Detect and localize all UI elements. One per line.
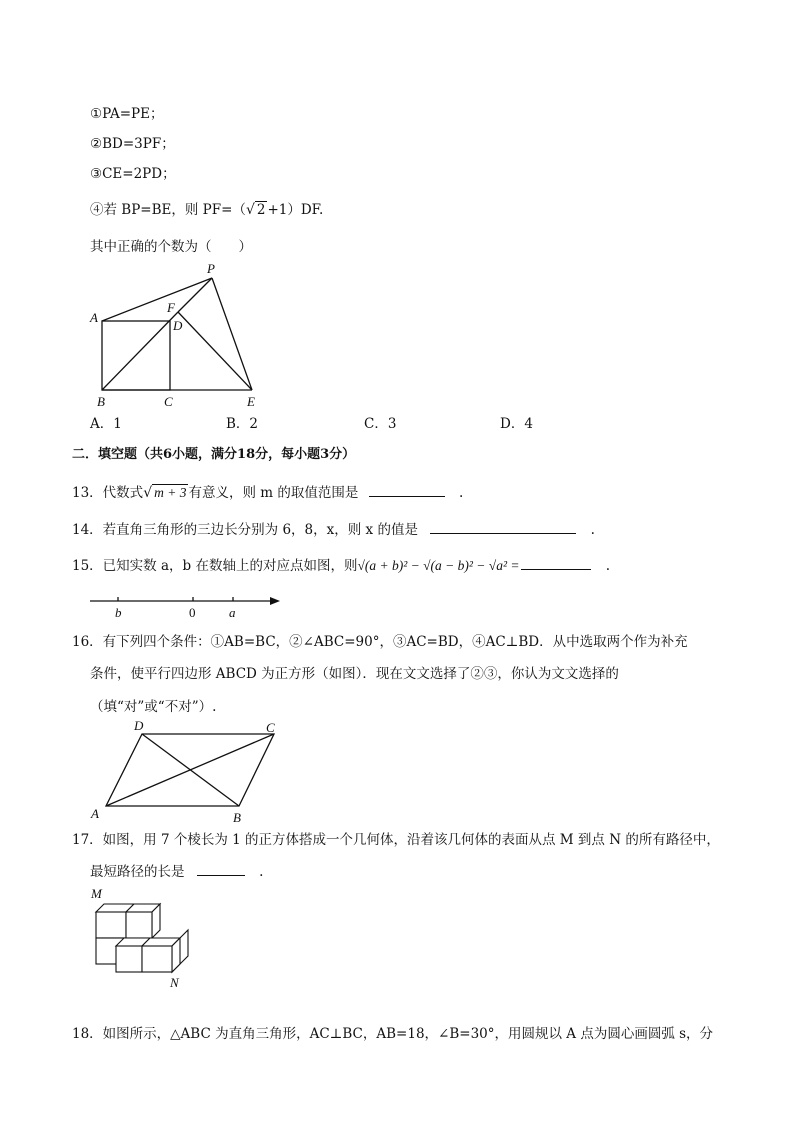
- q14-text: 14．若直角三角形的三边长分别为 6，8，x，则 x 的值是: [72, 522, 418, 538]
- q13: 13．代数式√ m + 3 有意义，则 m 的取值范围是 .: [72, 485, 464, 501]
- label-p: P: [207, 261, 215, 276]
- label-c: C: [266, 720, 275, 735]
- q14-answer-blank[interactable]: [430, 521, 576, 534]
- line-pe: [212, 278, 252, 390]
- line-ap: [102, 278, 212, 321]
- label-f: F: [167, 300, 175, 315]
- axis-label-zero: 0: [189, 605, 196, 620]
- q12-option-c: C．3: [364, 416, 397, 432]
- label-a: A: [91, 806, 99, 821]
- q12-statement-1: ①PA=PE；: [90, 106, 164, 122]
- q16-figure: [86, 718, 286, 826]
- q17-answer-blank[interactable]: [197, 863, 245, 876]
- q15-expression: √(a + b)² − √(a − b)² − √a² =: [357, 558, 520, 573]
- q13-prefix: 13．代数式: [72, 485, 144, 501]
- q17-line-2-text: 最短路径的长是: [90, 864, 185, 880]
- q15: [72, 556, 610, 576]
- q13-end: .: [458, 485, 464, 501]
- q12-statement-4-post: +1）DF.: [267, 202, 324, 218]
- q13-answer-blank[interactable]: [369, 484, 445, 497]
- diagonal-bd: [142, 734, 239, 806]
- label-m: M: [91, 886, 102, 901]
- q12-statement-4-radicand: 2: [256, 202, 266, 218]
- label-c: C: [164, 394, 173, 409]
- q17-cube-figure: [88, 884, 198, 992]
- q17-line-2: [90, 862, 263, 882]
- q12-figure: [85, 260, 270, 410]
- q14-end: .: [590, 522, 595, 538]
- q12-option-a: A．1: [90, 416, 122, 432]
- q14: [72, 520, 595, 540]
- q15-answer-blank[interactable]: [521, 557, 591, 570]
- q17-line-1: 17．如图，用 7 个棱长为 1 的正方体搭成一个几何体，沿着该几何体的表面从点 M 到点 N 的所有路径中，: [72, 832, 720, 848]
- q17-end: .: [259, 864, 264, 880]
- line-fe: [178, 312, 252, 390]
- label-b: B: [233, 810, 241, 825]
- axis-label-a: a: [229, 605, 236, 620]
- q15-number-line: [88, 592, 288, 622]
- q12-statement-4-pre: ④若 BP=BE，则 PF=（: [90, 202, 246, 218]
- label-d: D: [134, 718, 144, 733]
- line-pf: [178, 278, 212, 312]
- label-d: D: [173, 318, 183, 333]
- label-a: A: [90, 310, 98, 325]
- q12-ask: 其中正确的个数为（ ）: [90, 239, 252, 255]
- label-b: B: [97, 394, 105, 409]
- q12-statement-4: ④若 BP=BE，则 PF=（√ 2 +1）DF.: [90, 202, 324, 218]
- q16-line-1: 16．有下列四个条件：①AB=BC，②∠ABC=90°，③AC=BD，④AC⊥BD．从中选取两个作为补充: [72, 634, 688, 650]
- q15-prefix: 15．已知实数 a，b 在数轴上的对应点如图，则: [72, 558, 358, 574]
- q16-line-3: （填“对”或“不对”）.: [90, 699, 217, 715]
- q12-option-b: B．2: [226, 416, 259, 432]
- q12-option-d: D．4: [500, 416, 533, 432]
- q12-statement-3: ③CE=2PD；: [90, 166, 176, 182]
- q15-end: .: [605, 558, 611, 574]
- q18-line-1: 18．如图所示，△ABC 为直角三角形，AC⊥BC，AB=18，∠B=30°，用圆规以 A 点为圆心画圆弧 s，分: [72, 1026, 714, 1042]
- q12-statement-2: ②BD=3PF；: [90, 136, 175, 152]
- section-2-title: 二．填空题（共6小题，满分18分，每小题3分）: [72, 447, 356, 462]
- line-bf: [102, 312, 178, 390]
- q13-suffix: 有意义，则 m 的取值范围是: [188, 485, 359, 501]
- q16-line-2: 条件，使平行四边形 ABCD 为正方形（如图）．现在文文选择了②③，你认为文文选择的: [90, 666, 619, 682]
- label-e: E: [247, 394, 255, 409]
- q13-radicand: m + 3: [154, 485, 187, 500]
- arrow-icon: [270, 597, 280, 605]
- axis-label-b: b: [115, 605, 122, 620]
- label-n: N: [170, 975, 179, 990]
